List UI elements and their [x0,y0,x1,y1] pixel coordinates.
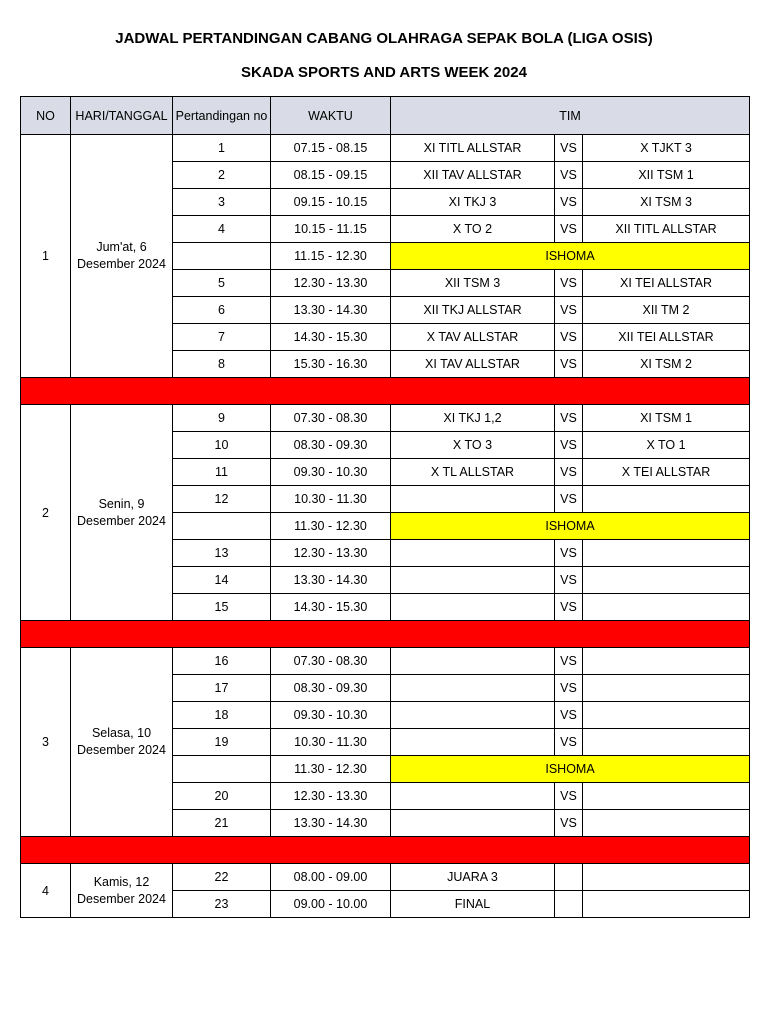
team-2 [583,594,750,621]
team-2 [583,675,750,702]
vs-label: VS [555,810,583,837]
team-1: X TL ALLSTAR [391,459,555,486]
day-separator-row [21,837,750,864]
team-1: X TAV ALLSTAR [391,324,555,351]
match-time: 09.15 - 10.15 [271,189,391,216]
vs-label: VS [555,540,583,567]
match-row [21,648,750,675]
match-time: 07.30 - 08.30 [271,648,391,675]
match-number: 16 [173,648,271,675]
team-2 [583,702,750,729]
match-number: 13 [173,540,271,567]
team-2 [583,648,750,675]
team-2: XII TM 2 [583,297,750,324]
team-2 [583,783,750,810]
vs-label: VS [555,567,583,594]
match-number: 10 [173,432,271,459]
match-time: 13.30 - 14.30 [271,297,391,324]
match-number: 18 [173,702,271,729]
team-1: XI TKJ 3 [391,189,555,216]
team-1 [391,486,555,513]
match-time: 10.30 - 11.30 [271,486,391,513]
match-time: 11.30 - 12.30 [271,513,391,540]
match-time: 11.30 - 12.30 [271,756,391,783]
header-row [21,97,750,135]
day-date: Selasa, 10 Desember 2024 [71,648,173,837]
team-2 [583,891,750,918]
team-1: X TO 3 [391,432,555,459]
team-2: XII TSM 1 [583,162,750,189]
team-1 [391,648,555,675]
match-time: 15.30 - 16.30 [271,351,391,378]
team-1 [391,675,555,702]
team-1: XII TAV ALLSTAR [391,162,555,189]
match-time: 09.30 - 10.30 [271,459,391,486]
match-time: 09.30 - 10.30 [271,702,391,729]
match-time: 08.15 - 09.15 [271,162,391,189]
vs-label [555,864,583,891]
match-time: 08.30 - 09.30 [271,432,391,459]
document-subtitle: SKADA SPORTS AND ARTS WEEK 2024 [241,64,527,81]
vs-label: VS [555,783,583,810]
match-number: 11 [173,459,271,486]
team-2: XI TSM 3 [583,189,750,216]
match-time: 12.30 - 13.30 [271,783,391,810]
match-time: 11.15 - 12.30 [271,243,391,270]
day-date: Senin, 9 Desember 2024 [71,405,173,621]
match-number: 8 [173,351,271,378]
vs-label: VS [555,135,583,162]
match-time: 12.30 - 13.30 [271,540,391,567]
match-time: 10.15 - 11.15 [271,216,391,243]
day-separator [21,378,750,405]
match-number: 23 [173,891,271,918]
match-number: 9 [173,405,271,432]
match-number: 15 [173,594,271,621]
match-row [21,864,750,891]
vs-label: VS [555,702,583,729]
team-1: X TO 2 [391,216,555,243]
match-number: 12 [173,486,271,513]
team-1: XI TKJ 1,2 [391,405,555,432]
team-2 [583,567,750,594]
day-number: 4 [21,864,71,918]
team-2: XI TSM 1 [583,405,750,432]
match-number: 3 [173,189,271,216]
match-number: 7 [173,324,271,351]
header-pertandingan: Pertandingan no [173,97,271,135]
match-time: 14.30 - 15.30 [271,324,391,351]
header-tim: TIM [391,97,750,135]
match-number: 21 [173,810,271,837]
match-time: 14.30 - 15.30 [271,594,391,621]
day-separator-row [21,378,750,405]
vs-label: VS [555,162,583,189]
vs-label: VS [555,405,583,432]
team-1 [391,810,555,837]
team-1: JUARA 3 [391,864,555,891]
match-number [173,243,271,270]
day-date: Kamis, 12 Desember 2024 [71,864,173,918]
day-number: 3 [21,648,71,837]
team-1 [391,540,555,567]
team-1: XI TAV ALLSTAR [391,351,555,378]
match-time: 08.30 - 09.30 [271,675,391,702]
match-number: 20 [173,783,271,810]
team-2: XI TSM 2 [583,351,750,378]
day-separator [21,621,750,648]
match-time: 10.30 - 11.30 [271,729,391,756]
team-1 [391,783,555,810]
day-number: 1 [21,135,71,378]
vs-label: VS [555,351,583,378]
match-number: 19 [173,729,271,756]
match-time: 08.00 - 09.00 [271,864,391,891]
header-no: NO [21,97,71,135]
vs-label: VS [555,459,583,486]
team-2: X TEI ALLSTAR [583,459,750,486]
team-1: XI TITL ALLSTAR [391,135,555,162]
match-time: 13.30 - 14.30 [271,567,391,594]
match-time: 13.30 - 14.30 [271,810,391,837]
header-hari-tanggal: HARI/TANGGAL [71,97,173,135]
team-2 [583,729,750,756]
schedule-body [21,135,750,918]
team-2 [583,810,750,837]
match-number: 14 [173,567,271,594]
vs-label: VS [555,270,583,297]
team-1: FINAL [391,891,555,918]
team-2: XII TITL ALLSTAR [583,216,750,243]
team-2: X TJKT 3 [583,135,750,162]
team-2 [583,864,750,891]
match-number: 22 [173,864,271,891]
vs-label: VS [555,594,583,621]
team-1 [391,702,555,729]
team-1: XII TSM 3 [391,270,555,297]
team-1 [391,567,555,594]
vs-label: VS [555,324,583,351]
vs-label: VS [555,432,583,459]
team-2: XI TEI ALLSTAR [583,270,750,297]
match-number [173,513,271,540]
vs-label: VS [555,189,583,216]
vs-label: VS [555,648,583,675]
vs-label: VS [555,216,583,243]
vs-label: VS [555,486,583,513]
day-number: 2 [21,405,71,621]
team-1: XII TKJ ALLSTAR [391,297,555,324]
ishoma-label: ISHOMA [391,756,750,783]
match-time: 07.30 - 08.30 [271,405,391,432]
match-number: 17 [173,675,271,702]
schedule-table [20,96,750,918]
match-row [21,405,750,432]
team-1 [391,594,555,621]
ishoma-label: ISHOMA [391,513,750,540]
match-number: 1 [173,135,271,162]
match-number: 4 [173,216,271,243]
team-1 [391,729,555,756]
match-number [173,756,271,783]
day-date: Jum'at, 6 Desember 2024 [71,135,173,378]
day-separator [21,837,750,864]
team-2: XII TEI ALLSTAR [583,324,750,351]
team-2: X TO 1 [583,432,750,459]
vs-label [555,891,583,918]
match-time: 09.00 - 10.00 [271,891,391,918]
header-waktu: WAKTU [271,97,391,135]
day-separator-row [21,621,750,648]
team-2 [583,540,750,567]
ishoma-label: ISHOMA [391,243,750,270]
vs-label: VS [555,729,583,756]
document-title: JADWAL PERTANDINGAN CABANG OLAHRAGA SEPAK BOLA (LIGA OSIS) [115,30,653,47]
match-number: 2 [173,162,271,189]
match-row [21,135,750,162]
match-time: 12.30 - 13.30 [271,270,391,297]
match-number: 6 [173,297,271,324]
match-number: 5 [173,270,271,297]
vs-label: VS [555,675,583,702]
match-time: 07.15 - 08.15 [271,135,391,162]
vs-label: VS [555,297,583,324]
team-2 [583,486,750,513]
